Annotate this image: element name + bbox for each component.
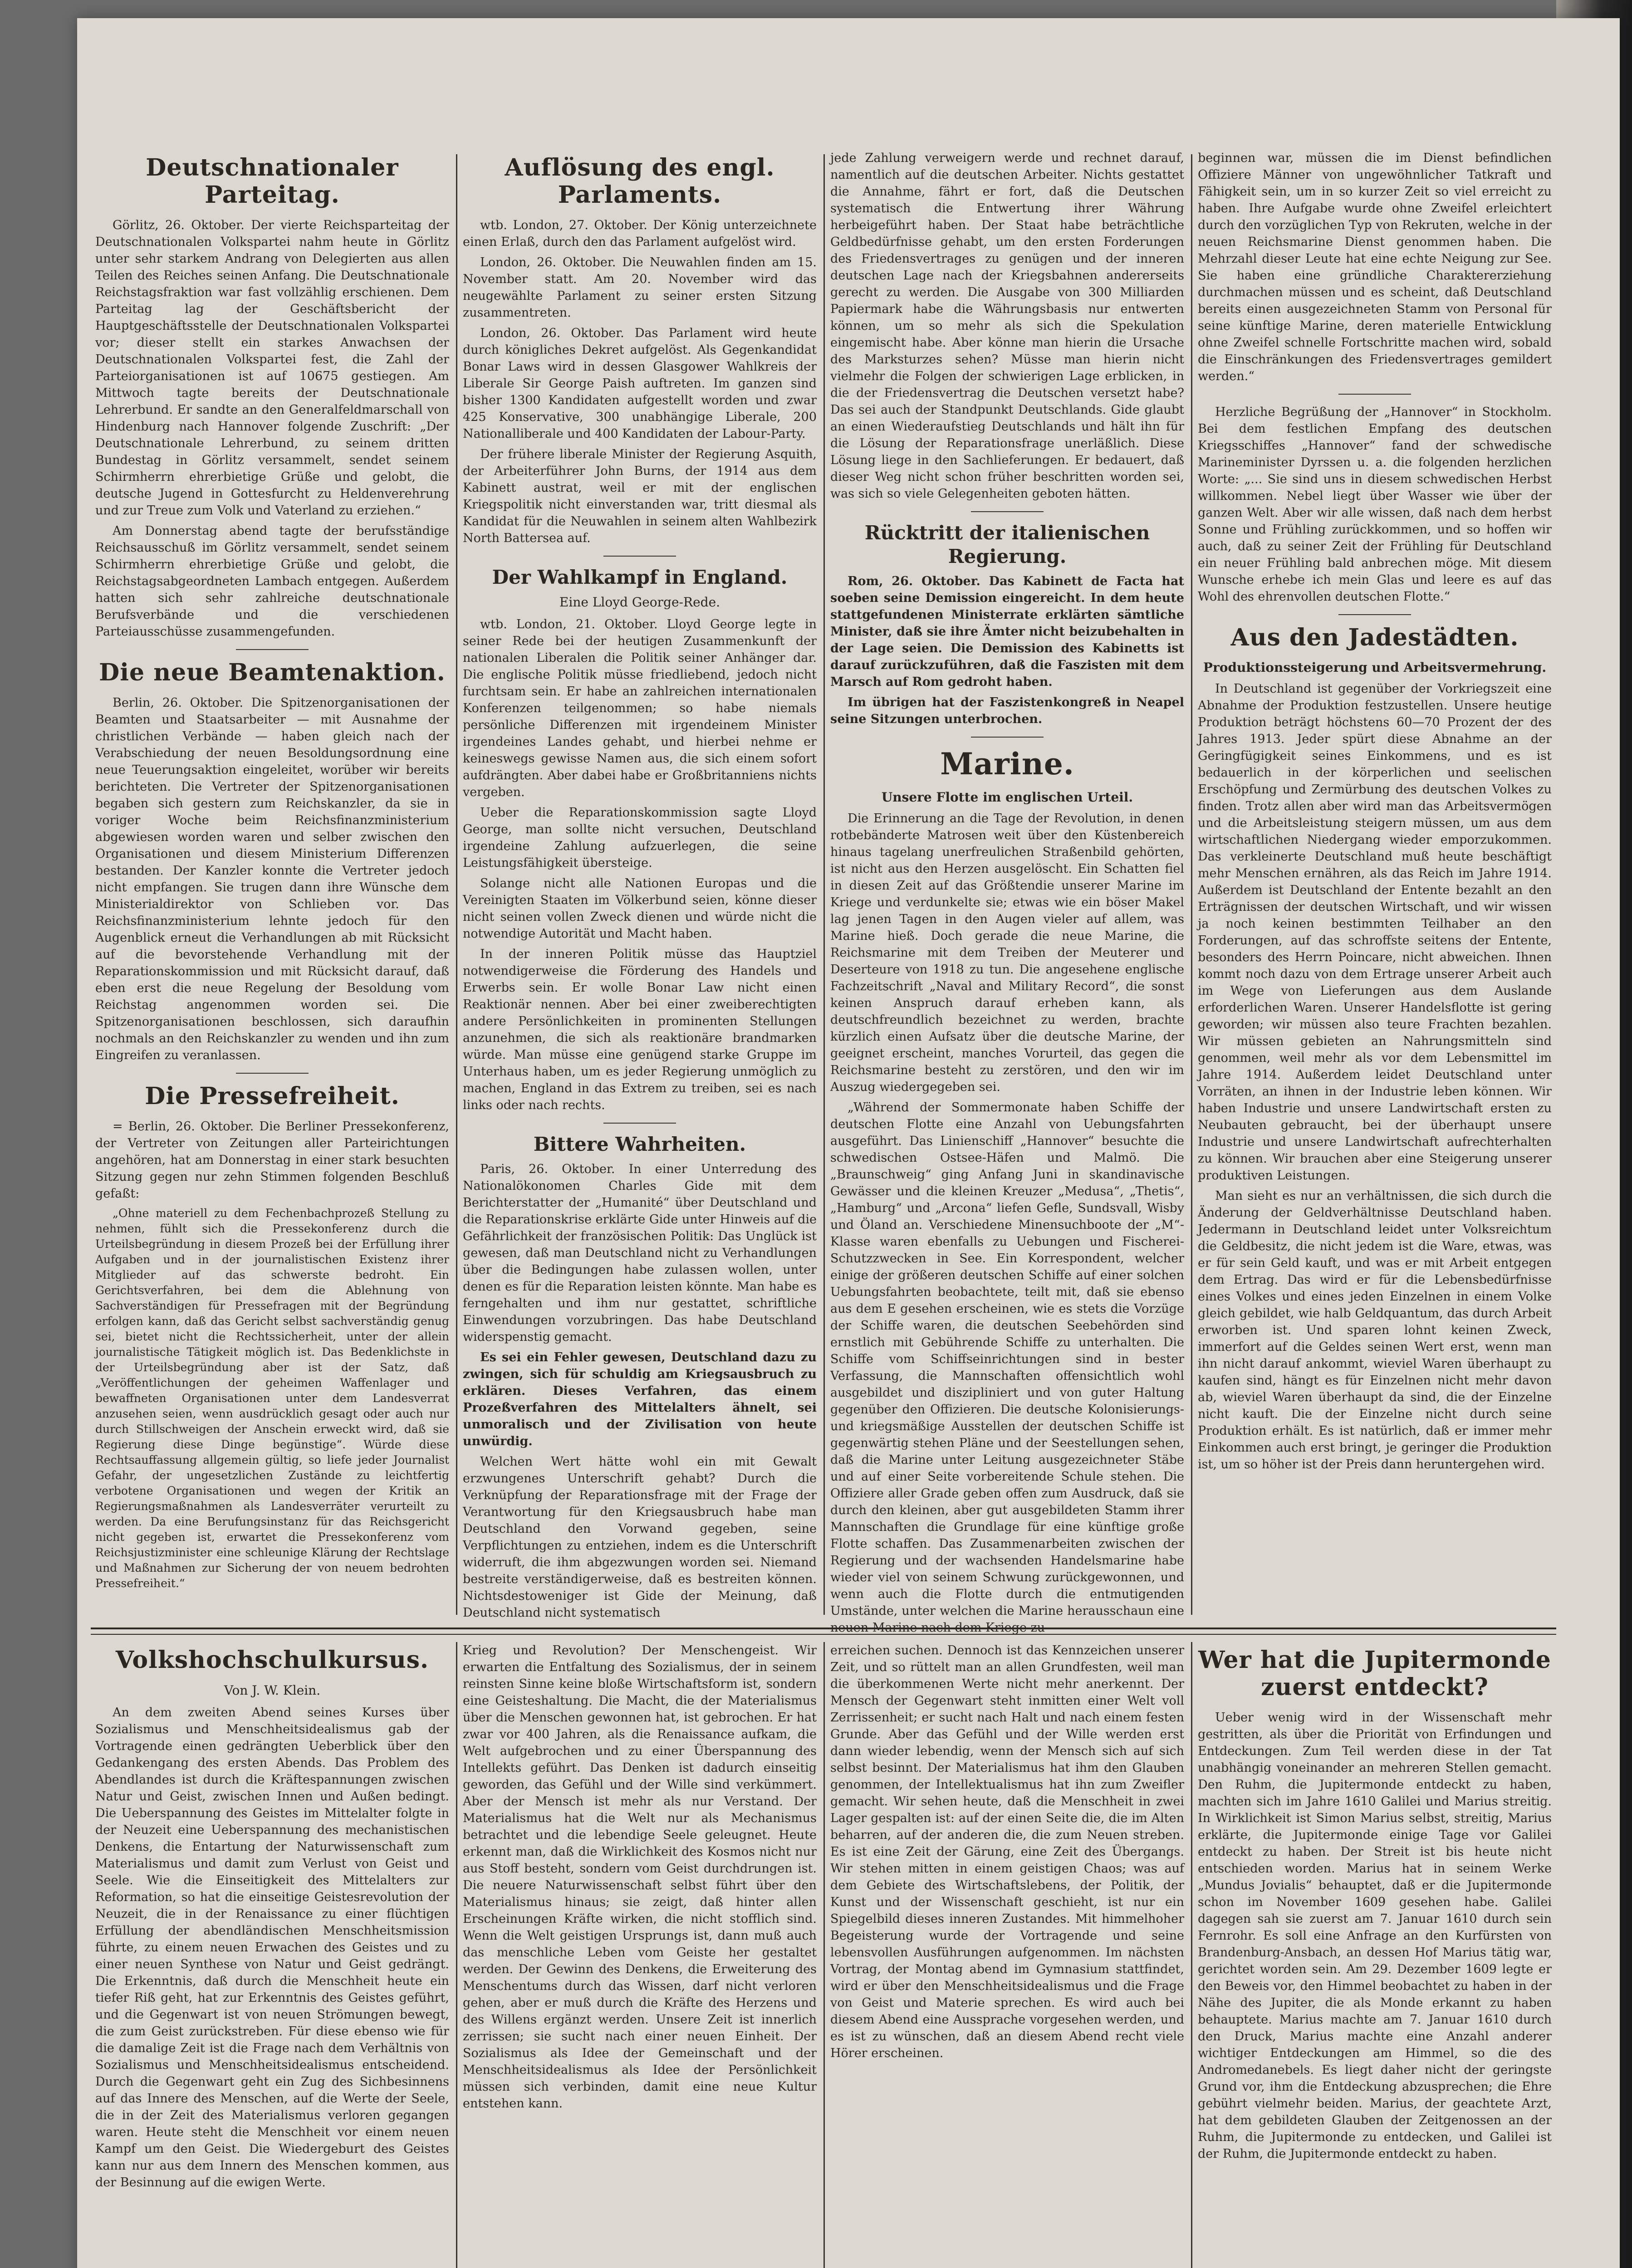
- article-title-beamtenaktion: Die neue Beamtenaktion.: [99, 659, 446, 686]
- article-paragraph: „Während der Sommermonate haben Schiffe der deutschen Flotte eine Anzahl von Uebungsfahrten ausgeführt. Das Linienschiff „Hannover“ besuchte die schwedischen Ostsee-Häfen und Malmö. Die „Braunschweig“ ging Anfang Juni in skandinavische Gewässer und die kleinen Kreuzer „Medusa“, „Thetis“, „Hamburg“ und „Arcona“ liefen Gefle, Sundsvall, Wisby und Öland an. Verschiedene Minensuchboote der „M“-Klasse waren ebenfalls zu Uebungen und Fischerei-Schutzzwecken in See. Ein Korrespondent, welcher einige der größeren deutschen Schiffe auf einer solchen Uebungsfahrten beobachtete, teilt mit, daß sie ebenso aus dem E gesehen erscheinen, wie es stets die Vorzüge der Schiffe waren, die deutschen Seebehörden sind ernstlich mit Gebührende Schiffe zu unterhalten. Die Schiffe vom Schiffseinrichtungen sind in bester Verfassung, die Mannschaften offensichtlich wohl ausgebildet und diszipliniert und von guter Haltung gegenüber den Offizieren. Die deutsche Kolonisierungs- und kriegsmäßige Ausstellen der deutschen Schiffe ist gegenwärtig stehen Pläne und der Seestellungen sehen, daß die Marine unter Leitung ausgezeichneter Stäbe und auf einer Seite vorbereitende Schule stehen. Die Offiziere aller Grade geben offen zum Ausdruck, daß sie durch den kleinen, aber gut ausgebildeten Stamm ihrer Mannschaften die Grundlage für eine künftige große Flotte schaffen. Das Zusammenarbeiten zwischen der Regierung und der wachsenden Handelsmarine habe wieder viel von seinem Schwung zurückgewonnen, und wenn auch die Flotte durch die entmutigenden Umstände, unter welchen die Marine herausschaun eine neuen Marine nach dem Kriege zu: [830, 1100, 1184, 1635]
- article-title-marine: Marine.: [940, 746, 1074, 782]
- article-divider: [603, 1123, 676, 1124]
- article-divider: [1338, 614, 1411, 615]
- article-continuation: erreichen suchen. Dennoch ist das Kennzeichen unserer Zeit, und so rüttelt man an allen Grundfesten, weil man die überkommenen Werte nicht mehr anerkennt. Der Mensch der Gegenwart steht inmitten einer Welt voll Zerrissenheit; er sucht nach Halt und nach einem festen Grunde. Aber das Gefühl und der Wille werden erst dann wieder lebendig, wenn der Mensch sich auf sich selbst besinnt. Der Materialismus hat ihm den Glauben genommen, der Intellektualismus hat ihn zum Zweifler gemacht. Wir sehen heute, daß die Menschheit in zwei Lager gespalten ist: auf der einen Seite die, die im Alten beharren, auf der anderen die, die zum Neuen streben. Es ist eine Zeit der Gärung, eine Zeit des Übergangs. Wir stehen mitten in einem geistigen Chaos; was auf dem Gebiete des Wirtschaftslebens, der Politik, der Kunst und der Wissenschaft geschieht, ist nur ein Spiegelbild dieses inneren Zustandes. Mit himmelhoher Begeisterung wurde der Vortragende und seine lebensvollen Ausführungen aufgenommen. Im nächsten Vortrag, der Montag abend im Gymnasium stattfindet, wird er über den Menschheitsidealismus und die Frage von Geist und Materie sprechen. Es wird auch bei diesem Abend eine Aussprache vorgesehen werden, und es ist zu wünschen, daß an diesem Abend recht viele Hörer erscheinen.: [830, 1643, 1184, 2060]
- article-paragraph: Ueber wenig wird in der Wissenschaft mehr gestritten, als über die Priorität von Erfindungen und Entdeckungen. Zum Teil werden diese in der Tat unabhängig voneinander an mehreren Stellen gemacht. Den Ruhm, die Jupitermonde entdeckt zu haben, machten sich im Jahre 1610 Galilei und Marius streitig. In Wirklichkeit ist Simon Marius selbst, streitig, Marius erklärte, die Jupitermonde einige Tage vor Galilei entdeckt zu haben. Der Streit ist bis heute nicht entschieden worden. Marius hat in seinem Werke „Mundus Jovialis“ behauptet, daß er die Jupitermonde schon im November 1609 gesehen habe. Galilei dagegen sah sie zuerst am 7. Januar 1610 durch sein Fernrohr. Es soll eine Anfrage an den Kurfürsten von Brandenburg-Ansbach, an dessen Hof Marius tätig war, gerichtet worden sein. Am 29. Dezember 1609 legte er den Beweis vor, den Himmel beobachtet zu haben in der Nähe des Jupiter, die als Monde erkannt zu haben behauptete. Marius machte am 7. Januar 1610 durch den Druck, Marius machte eine Anzahl anderer wichtiger Entdeckungen am Himmel, so die des Andromedanebels. Es liegt daher nicht der geringste Grund vor, ihm die Entdeckung abzusprechen; die Ehre gebührt vielmehr beiden. Marius, der geachtete Arzt, hat dem gebildeten Glauben der Zeitgenossen an der Ruhm, die Jupitermonde zu entdecken, und Galilei ist der Ruhm, die Jupitermonde entdeckt zu haben.: [1198, 1711, 1552, 2161]
- article-paragraph: Man sieht es nur an verhältnissen, die sich durch die Änderung der Geldverhältnisse Deutschland haben. Jedermann in Deutschland leidet unter Volksreichtum die Geldbesitz, die nicht jedem ist die Ware, etwas, was er für sein Geld kauft, und was er mit Arbeit entgegen dem Ertrag. Das wird er für die Lebensbedürfnisse eines Volkes und eines jeden Einzelnen in einem Volke gleich gebildet, wie halb Geldquantum, das durch Arbeit erworben ist. Und sparen lohnt keinen Zweck, immerfort auf die Geldes seinen Wert erst, wenn man ihn nicht darauf ankommt, wieviel Waren überhaupt zu kaufen sind, hängt es für Einzelnen nicht mehr davon ab, wieviel Waren überhaupt da sind, die der Einzelne nicht kauft. Die der Einzelne nicht durch seine Produktion erhält. Es ist natürlich, daß er immer mehr Einkommen auch erst bringt, je geringer die Produktion ist, um so höher ist der Preis dann heruntergehen wird.: [1198, 1189, 1552, 1471]
- article-divider: [971, 737, 1044, 738]
- article-paragraph-bold: Im übrigen hat der Faszistenkongreß in Neapel seine Sitzungen unterbrochen.: [830, 695, 1184, 726]
- article-title-jadestaedte: Aus den Jadestädten.: [1230, 624, 1519, 651]
- article-paragraph: Am Donnerstag abend tagte der berufsständige Reichsausschuß im Görlitz versammelt, sendet seinem Schirmherrn ehrerbietige Grüße und gelobt, die Reichstagsabgeordneten Lambach entgegen. Außerdem hatten sich sehr zahlreiche deutschnationale Berufsverbände und die verschiedenen Parteiausschüsse zusammengefunden.: [95, 524, 449, 639]
- bottom-column-3: [830, 1642, 1184, 2268]
- top-column-1: [95, 150, 449, 1619]
- article-paragraph: wtb. London, 21. Oktober. Lloyd George legte in seiner Rede bei der heutigen Zusammenkunft der nationalen Liberalen die Politik seiner Anhänger dar. Die englische Politik müsse friedliebend, jedoch nicht furchtsam sein. Er habe an zahlreichen internationalen Konferenzen teilgenommen; so habe niemals persönliche Differenzen mit irgendeinem Minister irgendeines Landes gehabt, und hierbei nehme er keineswegs gewisse Namen aus, die sich einem sofort aufdrängten. Aber dabei habe er Großbritanniens nichts vergeben.: [463, 617, 817, 799]
- article-paragraph: In Deutschland ist gegenüber der Vorkriegszeit eine Abnahme der Produktion festzustellen. Unsere heutige Produktion beträgt höchstens 60—70 Prozent der des Jahres 1913. Jeder spürt diese Abnahme an der Geringfügigkeit seines Einkommens, und es ist bedauerlich in der körperlichen und seelischen Erschöpfung und Zermürbung des deutschen Volkes zu finden. Trotz allen aber wird man das Arbeitsvermögen und die Arbeitsleistung steigern müssen, um aus dem wirtschaftlichen Niedergang wieder emporzukommen. Das verkleinerte Deutschland muß heute beschäftigt mehr Menschen ernähren, als das Reich im Jahre 1914. Außerdem ist Deutschland der Entente bezahlt an den Erträgnissen der deutschen Wirtschaft, und wir wissen ja noch keinen bestimmten Teilhaber an den Forderungen, auf das schroffste seitens der Entente, besonders des Herrn Poincare, nicht abweichen. Ihnen kommt noch dazu von dem Ertrage unserer Arbeit auch im Wege von Lieferungen aus dem Auslande erforderlichen Waren. Unserer Handelsflotte ist gering geworden; wir müssen also teure Frachten bezahlen. Wir müssen gebieten an Nahrungsmitteln sind genommen, weil mehr als vor dem Lebensmittel im Jahre 1914. Außerdem leidet Deutschland unter Vorräten, an ihnen in der Industrie leben können. Wir haben Industrie und unsere Landwirtschaft ersten zu Neubauten gebraucht, bei der überhaupt unsere Industrie und unsere Landwirtschaft aufrechterhalten zu können. Wir brauchen aber eine Steigerung unserer produktiven Leistungen.: [1198, 682, 1552, 1183]
- article-paragraph: wtb. London, 27. Oktober. Der König unterzeichnete einen Erlaß, durch den das Parlament aufgelöst wird.: [463, 218, 817, 249]
- article-subtitle: Eine Lloyd George-Rede.: [559, 595, 720, 610]
- column-separator: [1191, 154, 1192, 1615]
- article-paragraph: Ueber die Reparationskommission sagte Lloyd George, man sollte nicht versuchen, Deutschland irgendeine Zahlung aufzuerlegen, die seine Leistungsfähigkeit übersteige.: [463, 806, 817, 870]
- bottom-column-1: [95, 1642, 449, 2268]
- bottom-column-2: [463, 1642, 817, 2268]
- article-paragraph: London, 26. Oktober. Die Neuwahlen finden am 15. November statt. Am 20. November wird das neugewählte Parlament zu seiner ersten Sitzung zusammentreten.: [463, 255, 817, 320]
- article-paragraph: London, 26. Oktober. Das Parlament wird heute durch königliches Dekret aufgelöst. Als Gegenkandidat Bonar Laws wird in dessen Glasgower Wahlkreis der Liberale Sir George Paish auftreten. Im ganzen sind bisher 1300 Kandidaten aufgestellt worden und zwar 425 Konservative, 300 unabhängige Liberale, 200 Nationalliberale und 400 Kandidaten der Labour-Party.: [463, 326, 817, 441]
- article-subtitle: Unsere Flotte im englischen Urteil.: [881, 790, 1133, 805]
- column-separator: [1191, 1642, 1192, 2268]
- article-continuation: jede Zahlung verweigern werde und rechnet darauf, namentlich auf die deutschen Arbeiter. Nichts gestattet die Annahme, fährt er fort, daß die Deutschen systematisch die Entwertung ihrer Währung herbeigeführt haben. Der Staat habe beträchtliche Geldbedürfnisse gehabt, um den ersten Forderungen des Friedensvertrages zu genügen und der inneren deutschen Lage nach der Kriegsbahnen andererseits gerecht zu werden. Die Ausgabe von 300 Milliarden Papiermark habe die Währungsbasis nur entwerten können, um so mehr als sich die Spekulation eingemischt habe. Aber könne man hierin die Ursache des Marksturzes sehen? Müsse man hierin nicht vielmehr die Folgen der schwierigen Lage erblicken, in die der Friedensvertrag die Deutschen versetzt habe? Das sei auch der Standpunkt Deutschlands. Gide glaubt an einen Wiederaufstieg Deutschlands und hält ihn für die Lösung der Reparationsfrage unerläßlich. Diese Lösung liege in den Sachlieferungen. Er bedauert, daß dieser Weg nicht schon früher beschritten worden sei, was sich so viele Gelegenheiten geboten hätten.: [830, 151, 1184, 501]
- article-paragraph: Welchen Wert hätte wohl ein mit Gewalt erzwungenes Unterschrift gehabt? Durch die Verknüpfung der Reparationsfrage mit der Frage der Verantwortung für den Kriegsausbruch habe man Deutschland den Vorwand gegeben, seine Verpflichtungen zu entziehen, indem es die Unterschrift widerruft, die ihm abgezwungen worden sei. Niemand bestreite verständigerweise, daß es bestreiten können. Nichtsdestoweniger ist Gide der Meinung, daß Deutschland nicht systematisch: [463, 1455, 817, 1620]
- article-continuation: Krieg und Revolution? Der Menschengeist. Wir erwarten die Entfaltung des Sozialismus, der in seinem reinsten Sinne keine bloße Wirtschaftsform ist, sondern eine Geisteshaltung. Die Macht, die der Materialismus über die Menschen gewonnen hat, ist gebrochen. Er hat zwar vor 400 Jahren, als die Renaissance aufkam, die Welt aufgebrochen und zu einer Überspannung des Intellekts geführt. Das Denken ist dadurch einseitig geworden, das Gefühl und der Wille sind verkümmert. Aber der Mensch ist mehr als nur Verstand. Der Materialismus hat die Welt nur als Mechanismus betrachtet und die lebendige Seele geleugnet. Heute erkennt man, daß die Wirklichkeit des Kosmos nicht nur aus Stoff besteht, sondern vom Geist durchdrungen ist. Die neuere Naturwissenschaft selbst führt über den Materialismus hinaus; sie zeigt, daß hinter allen Erscheinungen Kräfte wirken, die nicht stofflich sind. Wenn die Welt geistigen Ursprungs ist, dann muß auch das menschliche Leben vom Geiste her gestaltet werden. Der Gewinn des Denkens, die Erweiterung des Menschentums durch das Wissen, darf nicht verloren gehen, aber er muß durch die Kräfte des Herzens und des Willens ergänzt werden. Unsere Zeit ist innerlich zerrissen; sie sucht nach einer neuen Einheit. Der Sozialismus als Idee der Gemeinschaft und der Menschheitsidealismus als Idee der Persönlichkeit müssen sich verbinden, damit eine neue Kultur entstehen kann.: [463, 1643, 817, 2111]
- article-paragraph: Der frühere liberale Minister der Regierung Asquith, der Arbeiterführer John Burns, der 1914 aus dem Kabinett austrat, weil er mit der englischen Kriegspolitik nicht einverstanden war, tritt diesmal als Kandidat für die Neuwahlen in seinem alten Wahlbezirk North Battersea auf.: [463, 447, 817, 545]
- article-paragraph: Herzliche Begrüßung der „Hannover“ in Stockholm. Bei dem festlichen Empfang des deutschen Kriegsschiffes „Hannover“ fand der schwedische Marineminister Dyrssen u. a. die folgenden herzlichen Worte: „... Sie sind uns in diesem schwedischen Herbst willkommen. Nebel liegt über Wasser wie über der ganzen Welt. Aber wir alle wissen, daß nach dem herbst Sonne und Frühling zurückkommen, und so hoffen wir auch, daß zu seiner Zeit der Frühling für Deutschland ein neuer Frühling bald anbrechen möge. Mit diesem Wunsche erhebe ich mein Glas und leere es auf das Wohl des ehrenvollen deutschen Flotte.“: [1198, 405, 1552, 604]
- article-paragraph: Die Erinnerung an die Tage der Revolution, in denen rotbebänderte Matrosen weit über den Küstenbereich hinaus tagelang unerfreulichen Straßenbild gehörten, ist nicht aus den Herzen ausgelöscht. Ein Schatten fiel in diesen Zeit auf das Größtendie unserer Marine im Kriege und verdunkelte sie; etwas wie ein böser Makel lag jenen Tagen in den Augen vieler auf allem, was Marine hieß. Doch gerade die neue Marine, die Reichsmarine mit dem Treiben der Meuterer und Deserteure von 1918 zu tun. Die angesehene englische Fachzeitschrift „Naval and Military Record“, die sonst keinen Anspruch darauf erheben kann, als deutschfreundlich bezeichnet zu werden, brachte kürzlich einen Aufsatz über die deutsche Marine, der geeignet erscheint, manches Vorurteil, das gegen die Reichsmarine besteht zu zerstören, und den wir im Auszug wiedergegeben sei.: [830, 811, 1184, 1094]
- article-paragraph: Berlin, 26. Oktober. Die Spitzenorganisationen der Beamten und Staatsarbeiter — mit Ausnahme der christlichen Verbände — haben gleich nach der Verabschiedung der neuen Besoldungsordnung eine neue Teuerungsaktion eingeleitet, worüber wir bereits berichteten. Die Vertreter der Spitzenorganisationen begaben sich gestern zum Reichskanzler, da sie in voriger Woche beim Reichsfinanzministerium abgewiesen worden waren und selber zwischen den Organisationen und diesem Ministerium Differenzen bestanden. Der Kanzler konnte die Vertreter jedoch nicht empfangen. Sie trugen dann ihre Wünsche dem Ministerialdirektor von Schlieben vor. Das Reichsfinanzministerium lehnte jedoch für den Augenblick erneut die Verhandlungen ab mit Rücksicht auf die bevorstehende Verhandlung mit der Reparationskommission und mit Rücksicht darauf, daß eben erst die neue Regelung der Besoldung vom Reichstag angenommen worden sei. Die Spitzenorganisationen beschlossen, sich daraufhin nochmals an den Reichskanzler zu wenden und ihn zum Eingreifen zu veranlassen.: [95, 696, 449, 1062]
- article-title-volkshochschulkursus: Volkshochschulkursus.: [115, 1646, 429, 1674]
- article-subtitle: Produktionssteigerung und Arbeitsvermehrung.: [1203, 660, 1547, 675]
- article-quote: „Ohne materiell zu dem Fechenbachprozeß Stellung zu nehmen, fühlt sich die Pressekonferenz durch die Urteilsbegründung in diesem Prozeß bei der Erfüllung ihrer Aufgaben und in der journalistischen Existenz ihrer Mitglieder auf das schwerste bedroht. Ein Gerichtsverfahren, bei dem die Ablehnung von Sachverständigen für Pressefragen mit der Begründung erfolgen kann, daß das Gericht selbst sachverständig genug sei, bietet nicht die Rechtssicherheit, unter der allein journalistische Tätigkeit möglich ist. Das Bedenklichste in der Urteilsbegründung aber ist der Satz, daß „Veröffentlichungen der geheimen Waffenlager und bewaffneten Organisationen unter dem Landesverrat anzusehen seien, wenn ausdrücklich gesagt oder auch nur durch Stillschweigen der Anschein erweckt wird, daß sie Regierung diese Dinge begünstige“. Würde diese Rechtsauffassung allgemein gültig, so liefe jeder Journalist Gefahr, der ungesetzlichen Zustände zu leichtfertig verbotene Organisationen und wegen der Kritik an Regierungsmaßnahmen als Landesverräter verurteilt zu werden. Da eine Berufungsinstanz für das Reichsgericht nicht gegeben ist, erwartet die Pressekonferenz vom Reichsjustizminister eine schleunige Klärung der Rechtslage und Maßnahmen zur Sicherung der von neuem bedrohten Pressefreiheit.“: [95, 1207, 449, 1590]
- bottom-column-4: [1198, 1642, 1552, 2268]
- newspaper-page: [77, 18, 1620, 2268]
- article-title-wahlkampf-england: Der Wahlkampf in England.: [492, 566, 788, 588]
- column-separator: [823, 154, 825, 1615]
- article-paragraph-bold: Es sei ein Fehler gewesen, Deutschland dazu zu zwingen, sich für schuldig am Kriegsausbruch zu erklären. Dieses Verfahren, das einem Prozeßverfahren des Mittelalters ähnelt, sei unmoralisch und der Zivilisation von heute unwürdig.: [463, 1350, 817, 1448]
- article-paragraph: Solange nicht alle Nationen Europas und die Vereinigten Staaten im Völkerbund seien, könne dieser nicht seinen vollen Zweck dienen und würde nicht die notwendige Autorität und Macht haben.: [463, 876, 817, 941]
- article-paragraph: An dem zweiten Abend seines Kurses über Sozialismus und Menschheitsidealismus gab der Vortragende einen gedrängten Ueberblick über den Gedankengang des ersten Abends. Das Problem des Abendlandes ist durch die Kräftespannungen zwischen Natur und Geist, zwischen Innen und Außen bedingt. Die Ueberspannung des Geistes im Mittelalter folgte in der Neuzeit eine Ueberspannung des mechanistischen Denkens, die Entartung der Naturwissenschaft zum Materialismus und damit zum Verlust von Geist und Seele. Wie die Einseitigkeit des Mittelalters zur Reformation, so hat die einseitige Geistesrevolution der Neuzeit, die in der Renaissance zu einer flüchtigen Erfüllung der abendländischen Menschheitsmission führte, zu einem neuen Erwachen des Geistes und zu einer neuen Synthese von Natur und Geist gedrängt. Die Erkenntnis, daß durch die Menschheit heute ein tiefer Riß geht, hat zur Erkenntnis des Geistes geführt, und die Gegenwart ist von neuen Strömungen bewegt, die zum Geist zurückstreben. Für diese ebenso wie für die damalige Zeit ist die Frage nach dem Verhältnis von Sozialismus und Menschheitsidealismus entscheidend. Durch die Gegenwart geht ein Zug des Sichbesinnens auf das Innere des Menschen, auf die Werte der Seele, die in der Zeit des Materialismus verloren gegangen waren. Heute steht die Menschheit vor einem neuen Kampf um den Geist. Die Wiedergeburt des Geistes kann nur aus dem Innern des Menschen kommen, aus der Besinnung auf die ewigen Werte.: [95, 1706, 449, 2190]
- article-paragraph-bold: Rom, 26. Oktober. Das Kabinett de Facta hat soeben seine Demission eingereicht. In dem heute stattgefundenen Ministerrate erklärten sämtliche Minister, daß sie ihre Ämter nicht beizubehalten in der Lage seien. Die Demission des Kabinetts ist darauf zurückzuführen, daß die Faszisten mit dem Marsch auf Rom gedroht haben.: [830, 574, 1184, 689]
- article-byline: Von J. W. Klein.: [224, 1683, 321, 1698]
- article-divider: [971, 511, 1044, 512]
- article-title-pressefreiheit: Die Pressefreiheit.: [145, 1082, 400, 1110]
- article-divider: [236, 1073, 309, 1074]
- article-title-bittere-wahrheiten: Bittere Wahrheiten.: [533, 1133, 746, 1155]
- article-divider: [1338, 394, 1411, 395]
- article-title-ruecktritt-italien: Rücktritt der italienischen Regierung.: [864, 522, 1150, 567]
- top-column-4: [1198, 150, 1552, 1619]
- column-separator: [456, 154, 457, 1615]
- article-divider: [603, 556, 676, 557]
- article-paragraph: In der inneren Politik müsse das Hauptziel notwendigerweise die Förderung des Handels und Erwerbs sein. Er wolle Bonar Law nicht einen Reaktionär nennen. Aber bei einer zweiberechtigten andere Persönlichkeiten in prominenten Stellungen anzunehmen, die sich als reaktionäre brandmarken würde. Man müsse eine genügend starke Gruppe im Unterhaus haben, um es jeder Regierung unmöglich zu machen, England in das Extrem zu treiben, sei es nach links oder nach rechts.: [463, 947, 817, 1112]
- column-separator: [823, 1642, 825, 2268]
- top-column-3: [830, 150, 1184, 1635]
- article-title-jupitermonde: Wer hat die Jupitermonde zuerst entdeckt?: [1198, 1646, 1551, 1701]
- article-divider: [236, 649, 309, 650]
- article-paragraph: = Berlin, 26. Oktober. Die Berliner Pressekonferenz, der Vertreter von Zeitungen aller Parteirichtungen angehören, hat am Donnerstag in einer stark besuchten Sitzung gegen nur zehn Stimmen folgenden Beschluß gefaßt:: [95, 1119, 449, 1201]
- article-paragraph: Paris, 26. Oktober. In einer Unterredung des Nationalökonomen Charles Gide mit dem Berichterstatter der „Humanité“ über Deutschland und die Reparationskrise erklärte Gide unter Hinweis auf die Gefährlichkeit der französischen Politik: Das Unglück ist gewesen, daß man Deutschland nicht zu Verhandlungen über die Bedingungen habe zulassen wollen, unter denen es für die Reparation leisten könnte. Man habe es ferngehalten und ihm nur gestattet, schriftliche Einwendungen vorzubringen. Das habe Deutschland widerspenstig gemacht.: [463, 1162, 817, 1344]
- section-divider-rule: [91, 1628, 1556, 1635]
- article-paragraph: Görlitz, 26. Oktober. Der vierte Reichsparteitag der Deutschnationalen Volkspartei nahm heute in Görlitz unter sehr starkem Andrang von Delegierten aus allen Teilen des Reiches seinen Anfang. Die Deutschnationale Reichstagsfraktion war fast vollzählig erschienen. Dem Parteitag lag der Geschäftsbericht der Hauptgeschäftsstelle der Deutschnationalen Volkspartei vor; dieser stellt ein starkes Anwachsen der Deutschnationalen Volkspartei fest, die Zahl der Parteiorganisationen ist auf 10675 gestiegen. Am Mittwoch tagte bereits der Deutschnationale Lehrerbund. Er sandte an den Generalfeldmarschall von Hindenburg nach Hannover folgende Zuschrift: „Der Deutschnationale Lehrerbund, zu seinem dritten Bundestag in Görlitz versammelt, sendet seinem Schirmherrn ehrerbietige Grüße und gelobt, die deutsche Jugend in Gottesfurcht zu Heldenverehrung und zur Treue zum Volk und Vaterland zu erziehen.“: [95, 218, 449, 518]
- top-column-2: [463, 150, 817, 1619]
- article-title-aufloesung-parlament: Auflösung des engl. Parlaments.: [505, 154, 775, 209]
- article-title-deutschnationaler-parteitag: Deutschnationaler Parteitag.: [146, 154, 399, 209]
- article-continuation: beginnen war, müssen die im Dienst befindlichen Offiziere Männer von ungewöhnlicher Tatkraft und Fähigkeit sein, um in so kurzer Zeit so viel erreicht zu haben. Ihre Aufgabe wurde ohne Zweifel erleichtert durch den vorzüglichen Typ von Rekruten, welche in der neuen Reichsmarine Dienst genommen haben. Die Mehrzahl dieser Leute hat eine echte Neigung zur See. Sie haben eine gründliche Charaktererziehung durchmachen müssen und es scheint, daß Deutschland bereits einen ausgezeichneten Stamm von Personal für seine künftige Marine, deren materielle Entwicklung ohne Zweifel schnelle Fortschritte machen wird, sobald die Einschränkungen des Friedensvertrages gemildert werden.“: [1198, 151, 1552, 383]
- column-separator: [456, 1642, 457, 2268]
